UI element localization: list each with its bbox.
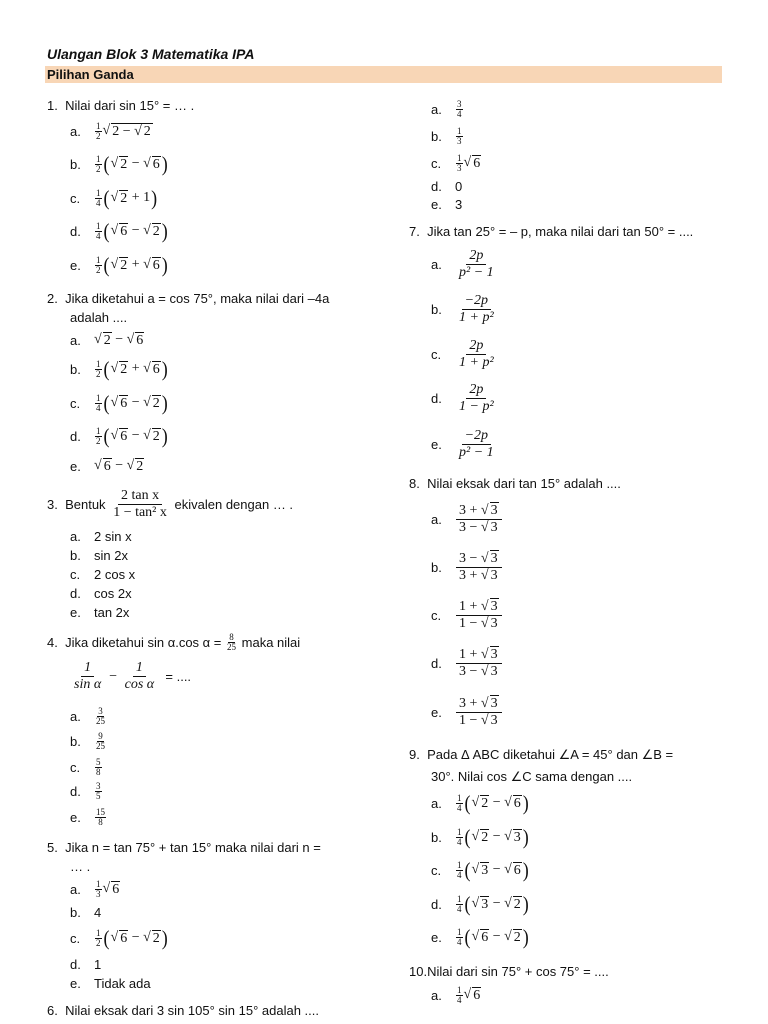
option-7e[interactable]: e. −2p p² − 1 bbox=[431, 427, 494, 460]
option-3d[interactable]: d. cos 2x bbox=[70, 586, 132, 601]
option-4a[interactable]: a. 3 25 bbox=[70, 705, 105, 726]
option-4e[interactable]: e. 15 8 bbox=[70, 806, 105, 827]
question-number: 1. bbox=[47, 98, 58, 113]
option-1a[interactable]: a. 1 2 √ 2 − √ 2 bbox=[70, 120, 151, 141]
question-text: Nilai dari sin 15° = … . bbox=[65, 98, 195, 113]
option-5d[interactable]: d. 1 bbox=[70, 957, 102, 972]
option-1e[interactable]: e. 1 2 ( √ 2 + √ 6 ) bbox=[70, 252, 168, 276]
option-5c[interactable]: c. 1 2 ( √ 6 − √ 2 ) bbox=[70, 925, 168, 949]
question-1 bbox=[47, 96, 194, 115]
option-9b[interactable]: b. 1 4 ( √ 2 − √ 3 ) bbox=[431, 824, 529, 848]
option-9e[interactable]: e. 1 4 ( √ 6 − √ 2 ) bbox=[431, 924, 529, 948]
option-3a[interactable]: a. 2 sin x bbox=[70, 529, 132, 544]
option-9d[interactable]: d. 1 4 ( √ 3 − √ 2 ) bbox=[431, 891, 529, 915]
option-8a[interactable]: a. 3 + √ 3 3 − √ 3 bbox=[431, 497, 503, 541]
option-9c[interactable]: c. 1 4 ( √ 3 − √ 6 ) bbox=[431, 857, 529, 881]
option-7b[interactable]: b. −2p 1 + p² bbox=[431, 292, 494, 325]
option-3c[interactable]: c. 2 cos x bbox=[70, 567, 136, 582]
option-6e[interactable]: e. 3 bbox=[431, 196, 463, 212]
option-9a[interactable]: a. 1 4 ( √ 2 − √ 6 ) bbox=[431, 790, 529, 814]
question-5: 5. Jika n = tan 75° + tan 15° maka nilai dari n = … . bbox=[47, 840, 321, 874]
question-7: 7. Jika tan 25° = – p, maka nilai dari tan 50° = .... bbox=[409, 224, 694, 239]
option-6a[interactable]: a. 3 4 bbox=[431, 98, 462, 119]
option-7d[interactable]: d. 2p 1 − p² bbox=[431, 381, 494, 414]
question-6: 6. Nilai eksak dari 3 sin 105° sin 15° adalah .... bbox=[47, 1003, 320, 1018]
section-title: Pilihan Ganda bbox=[47, 67, 134, 82]
option-7a[interactable]: a. 2p p² − 1 bbox=[431, 247, 494, 280]
option-2e[interactable]: e. √ 6 − √ 2 bbox=[70, 458, 144, 474]
option-8b[interactable]: b. 3 − √ 3 3 + √ 3 bbox=[431, 545, 503, 589]
question-4-expression: 1 sin α − $\frac{1}{\text{cos α}}$ = .... bbox=[74, 660, 192, 692]
question-3: 3. Bentuk 2 tan x 1 − tan² x ekivalen dengan … . bbox=[47, 488, 294, 520]
option-4b[interactable]: b. 9 25 bbox=[70, 730, 105, 751]
option-8e[interactable]: e. 3 + √ 3 1 − √ 3 bbox=[431, 690, 503, 734]
option-2b[interactable]: b. 1 2 ( √ 2 + √ 6 ) bbox=[70, 356, 168, 380]
question-10: 10.Nilai dari sin 75° + cos 75° = .... bbox=[409, 964, 609, 979]
option-2a[interactable]: a. √ 2 − √ 6 bbox=[70, 332, 144, 348]
option-4c[interactable]: c. 5 8 bbox=[70, 756, 101, 777]
option-6b[interactable]: b. 1 3 bbox=[431, 125, 462, 146]
option-8c[interactable]: c. 1 + √ 3 1 − √ 3 bbox=[431, 593, 503, 637]
option-6c[interactable]: c. 1 3 √ 6 bbox=[431, 152, 481, 173]
option-5e[interactable]: e. Tidak ada bbox=[70, 976, 151, 991]
question-9: 9. Pada Δ ABC diketahui ∠A = 45° dan ∠B = 30°. Nilai cos ∠C sama dengan .... bbox=[409, 747, 674, 784]
option-7c[interactable]: c. 2p 1 + p² bbox=[431, 337, 494, 370]
option-3b[interactable]: b. sin 2x bbox=[70, 548, 128, 563]
section-header bbox=[45, 66, 722, 83]
option-3e[interactable]: e. tan 2x bbox=[70, 605, 130, 620]
option-10a[interactable]: a. 1 4 √ 6 bbox=[431, 984, 481, 1005]
exam-title: Ulangan Blok 3 Matematika IPA bbox=[47, 46, 255, 62]
option-4d[interactable]: d. 3 5 bbox=[70, 780, 101, 801]
question-4: 4. Jika diketahui sin α.cos α = 8 25 maka nilai bbox=[47, 632, 301, 652]
question-8: 8. Nilai eksak dari tan 15° adalah .... bbox=[409, 476, 621, 491]
option-6d[interactable]: d. 0 bbox=[431, 178, 463, 194]
option-2c[interactable]: c. 1 4 ( √ 6 − √ 2 ) bbox=[70, 390, 168, 414]
option-1c[interactable]: c. 1 4 ( √ 2 + 1 ) bbox=[70, 185, 158, 209]
option-1d[interactable]: d. 1 4 ( √ 6 − √ 2 ) bbox=[70, 218, 168, 242]
question-2: 2. Jika diketahui a = cos 75°, maka nilai dari –4a adalah .... bbox=[47, 291, 330, 325]
option-5b[interactable]: b. 4 bbox=[70, 905, 102, 920]
option-1b[interactable]: b. 1 2 ( √ 2 − √ 6 ) bbox=[70, 151, 168, 175]
option-5a[interactable]: a. 1 3 √ 6 bbox=[70, 878, 120, 899]
option-2d[interactable]: d. 1 2 ( √ 6 − √ 2 ) bbox=[70, 423, 168, 447]
option-8d[interactable]: d. 1 + √ 3 3 − √ 3 bbox=[431, 641, 503, 685]
